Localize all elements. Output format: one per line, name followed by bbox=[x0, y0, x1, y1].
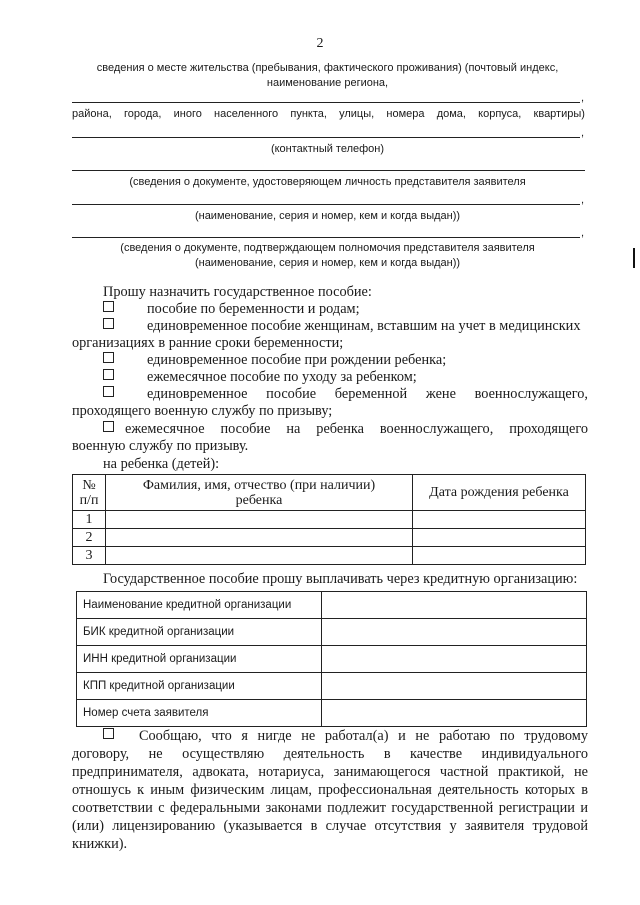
row-num: 1 bbox=[73, 511, 106, 529]
checkbox[interactable] bbox=[103, 318, 114, 329]
address-input-line[interactable] bbox=[72, 137, 580, 138]
child-name-cell[interactable] bbox=[106, 547, 413, 565]
header-text: Фамилия, имя, отчество (при наличии) bbox=[142, 477, 376, 493]
table-header-row bbox=[73, 475, 586, 511]
table-row bbox=[73, 547, 586, 565]
address-word: иного bbox=[173, 108, 202, 120]
col-date-header: Дата рождения ребенка bbox=[413, 475, 586, 511]
rep-id-label: (сведения о документе, удостоверяющем личность представителя заявителя bbox=[129, 176, 526, 188]
declaration-row bbox=[103, 728, 588, 745]
header-text: ребенка bbox=[235, 492, 283, 508]
address-word: квартиры) bbox=[533, 108, 585, 120]
option-row bbox=[103, 386, 588, 403]
rep-id-input-line[interactable] bbox=[72, 204, 580, 205]
declaration-text: отношусь к иным физическим лицам, профессиональная деятельность которых в bbox=[72, 782, 588, 798]
field-value[interactable] bbox=[322, 619, 587, 646]
field-label: Наименование кредитной организации bbox=[77, 592, 322, 619]
phone-label: (контактный телефон) bbox=[270, 143, 385, 155]
children-table bbox=[72, 474, 586, 565]
option-label-cont: организациях в ранние сроки беременности; bbox=[72, 335, 344, 351]
bank-details-table bbox=[76, 591, 587, 727]
option-row bbox=[103, 301, 360, 318]
declaration-text: книжки). bbox=[72, 836, 128, 852]
checkbox[interactable] bbox=[103, 728, 114, 739]
residence-label-line1: сведения о месте жительства (пребывания, фактического проживания) (почтовый индекс, bbox=[96, 62, 559, 74]
table-row bbox=[73, 529, 586, 547]
comma-mark: , bbox=[581, 227, 585, 239]
table-row bbox=[73, 511, 586, 529]
field-value[interactable] bbox=[322, 646, 587, 673]
child-name-cell[interactable] bbox=[106, 511, 413, 529]
field-label: КПП кредитной организации bbox=[77, 673, 322, 700]
comma-mark: , bbox=[581, 127, 585, 139]
child-birthdate-cell[interactable] bbox=[413, 547, 586, 565]
address-word: района, bbox=[72, 108, 112, 120]
declaration-text: Сообщаю, что я нигде не работал(а) и не работаю по трудовому bbox=[139, 728, 588, 744]
option-row bbox=[103, 421, 588, 438]
option-label: единовременное пособие при рождении ребенка; bbox=[147, 352, 447, 368]
address-word: корпуса, bbox=[478, 108, 522, 120]
address-word: населенного bbox=[214, 108, 279, 120]
declaration-text: (или) лицензированию (указывается в случае отсутствия у заявителя трудовой bbox=[72, 818, 588, 834]
request-intro: Прошу назначить государственное пособие: bbox=[103, 284, 372, 300]
declaration-text: договору, не осуществляю деятельность в качестве индивидуального bbox=[72, 746, 588, 762]
rep-id-details-label: (наименование, серия и номер, кем и когда выдан)) bbox=[194, 210, 461, 222]
row-num: 2 bbox=[73, 529, 106, 547]
address-word: дома, bbox=[436, 108, 466, 120]
address-label-line bbox=[72, 108, 585, 120]
address-word: пункта, bbox=[290, 108, 327, 120]
option-row bbox=[103, 318, 588, 335]
field-label: ИНН кредитной организации bbox=[77, 646, 322, 673]
field-label: Номер счета заявителя bbox=[77, 700, 322, 727]
option-label: ежемесячное пособие по уходу за ребенком; bbox=[147, 369, 417, 385]
comma-mark: , bbox=[581, 92, 585, 104]
table-row bbox=[77, 619, 587, 646]
child-birthdate-cell[interactable] bbox=[413, 529, 586, 547]
scan-mark bbox=[633, 248, 635, 268]
row-num: 3 bbox=[73, 547, 106, 565]
authority-input-line[interactable] bbox=[72, 237, 580, 238]
checkbox[interactable] bbox=[103, 386, 114, 397]
option-label-cont: проходящего военную службу по призыву; bbox=[72, 403, 333, 419]
option-row bbox=[103, 352, 447, 369]
field-value[interactable] bbox=[322, 592, 587, 619]
residence-label-line2: наименование региона, bbox=[266, 77, 389, 89]
table-row bbox=[77, 673, 587, 700]
authority-label: (сведения о документе, подтверждающем полномочия представителя заявителя bbox=[120, 242, 535, 254]
declaration-text: предпринимателя, адвоката, нотариуса, занимающегося частной практикой, не bbox=[72, 764, 588, 780]
checkbox[interactable] bbox=[103, 369, 114, 380]
table-row bbox=[77, 592, 587, 619]
col-name-header bbox=[106, 475, 413, 511]
header-text: № bbox=[82, 477, 96, 493]
field-label: БИК кредитной организации bbox=[77, 619, 322, 646]
checkbox[interactable] bbox=[103, 301, 114, 312]
page-number: 2 bbox=[316, 36, 324, 51]
children-caption: на ребенка (детей): bbox=[103, 456, 220, 472]
comma-mark: , bbox=[581, 194, 585, 206]
table-row bbox=[77, 700, 587, 727]
address-word: города, bbox=[123, 108, 162, 120]
address-word: номера bbox=[386, 108, 425, 120]
field-value[interactable] bbox=[322, 700, 587, 727]
declaration-text: соответствии с федеральными законами подлежит государственной регистрации и bbox=[72, 800, 588, 816]
address-word: улицы, bbox=[339, 108, 375, 120]
col-num-header bbox=[73, 475, 106, 511]
checkbox[interactable] bbox=[103, 352, 114, 363]
payment-intro: Государственное пособие прошу выплачивать через кредитную организацию: bbox=[103, 571, 578, 587]
header-text: п/п bbox=[79, 492, 99, 508]
checkbox[interactable] bbox=[103, 421, 114, 432]
child-name-cell[interactable] bbox=[106, 529, 413, 547]
table-row bbox=[77, 646, 587, 673]
option-label: единовременное пособие женщинам, вставшим на учет в медицинских bbox=[147, 318, 581, 334]
option-label: единовременное пособие беременной жене военнослужащего, bbox=[147, 386, 588, 402]
option-label: ежемесячное пособие на ребенка военнослужащего, проходящего bbox=[125, 421, 588, 437]
residence-input-line[interactable] bbox=[72, 102, 580, 103]
child-birthdate-cell[interactable] bbox=[413, 511, 586, 529]
option-label-cont: военную службу по призыву. bbox=[72, 438, 249, 454]
authority-details-label: (наименование, серия и номер, кем и когда выдан)) bbox=[194, 257, 461, 269]
field-value[interactable] bbox=[322, 673, 587, 700]
phone-input-line[interactable] bbox=[72, 170, 585, 171]
option-row bbox=[103, 369, 417, 386]
option-label: пособие по беременности и родам; bbox=[147, 301, 360, 317]
